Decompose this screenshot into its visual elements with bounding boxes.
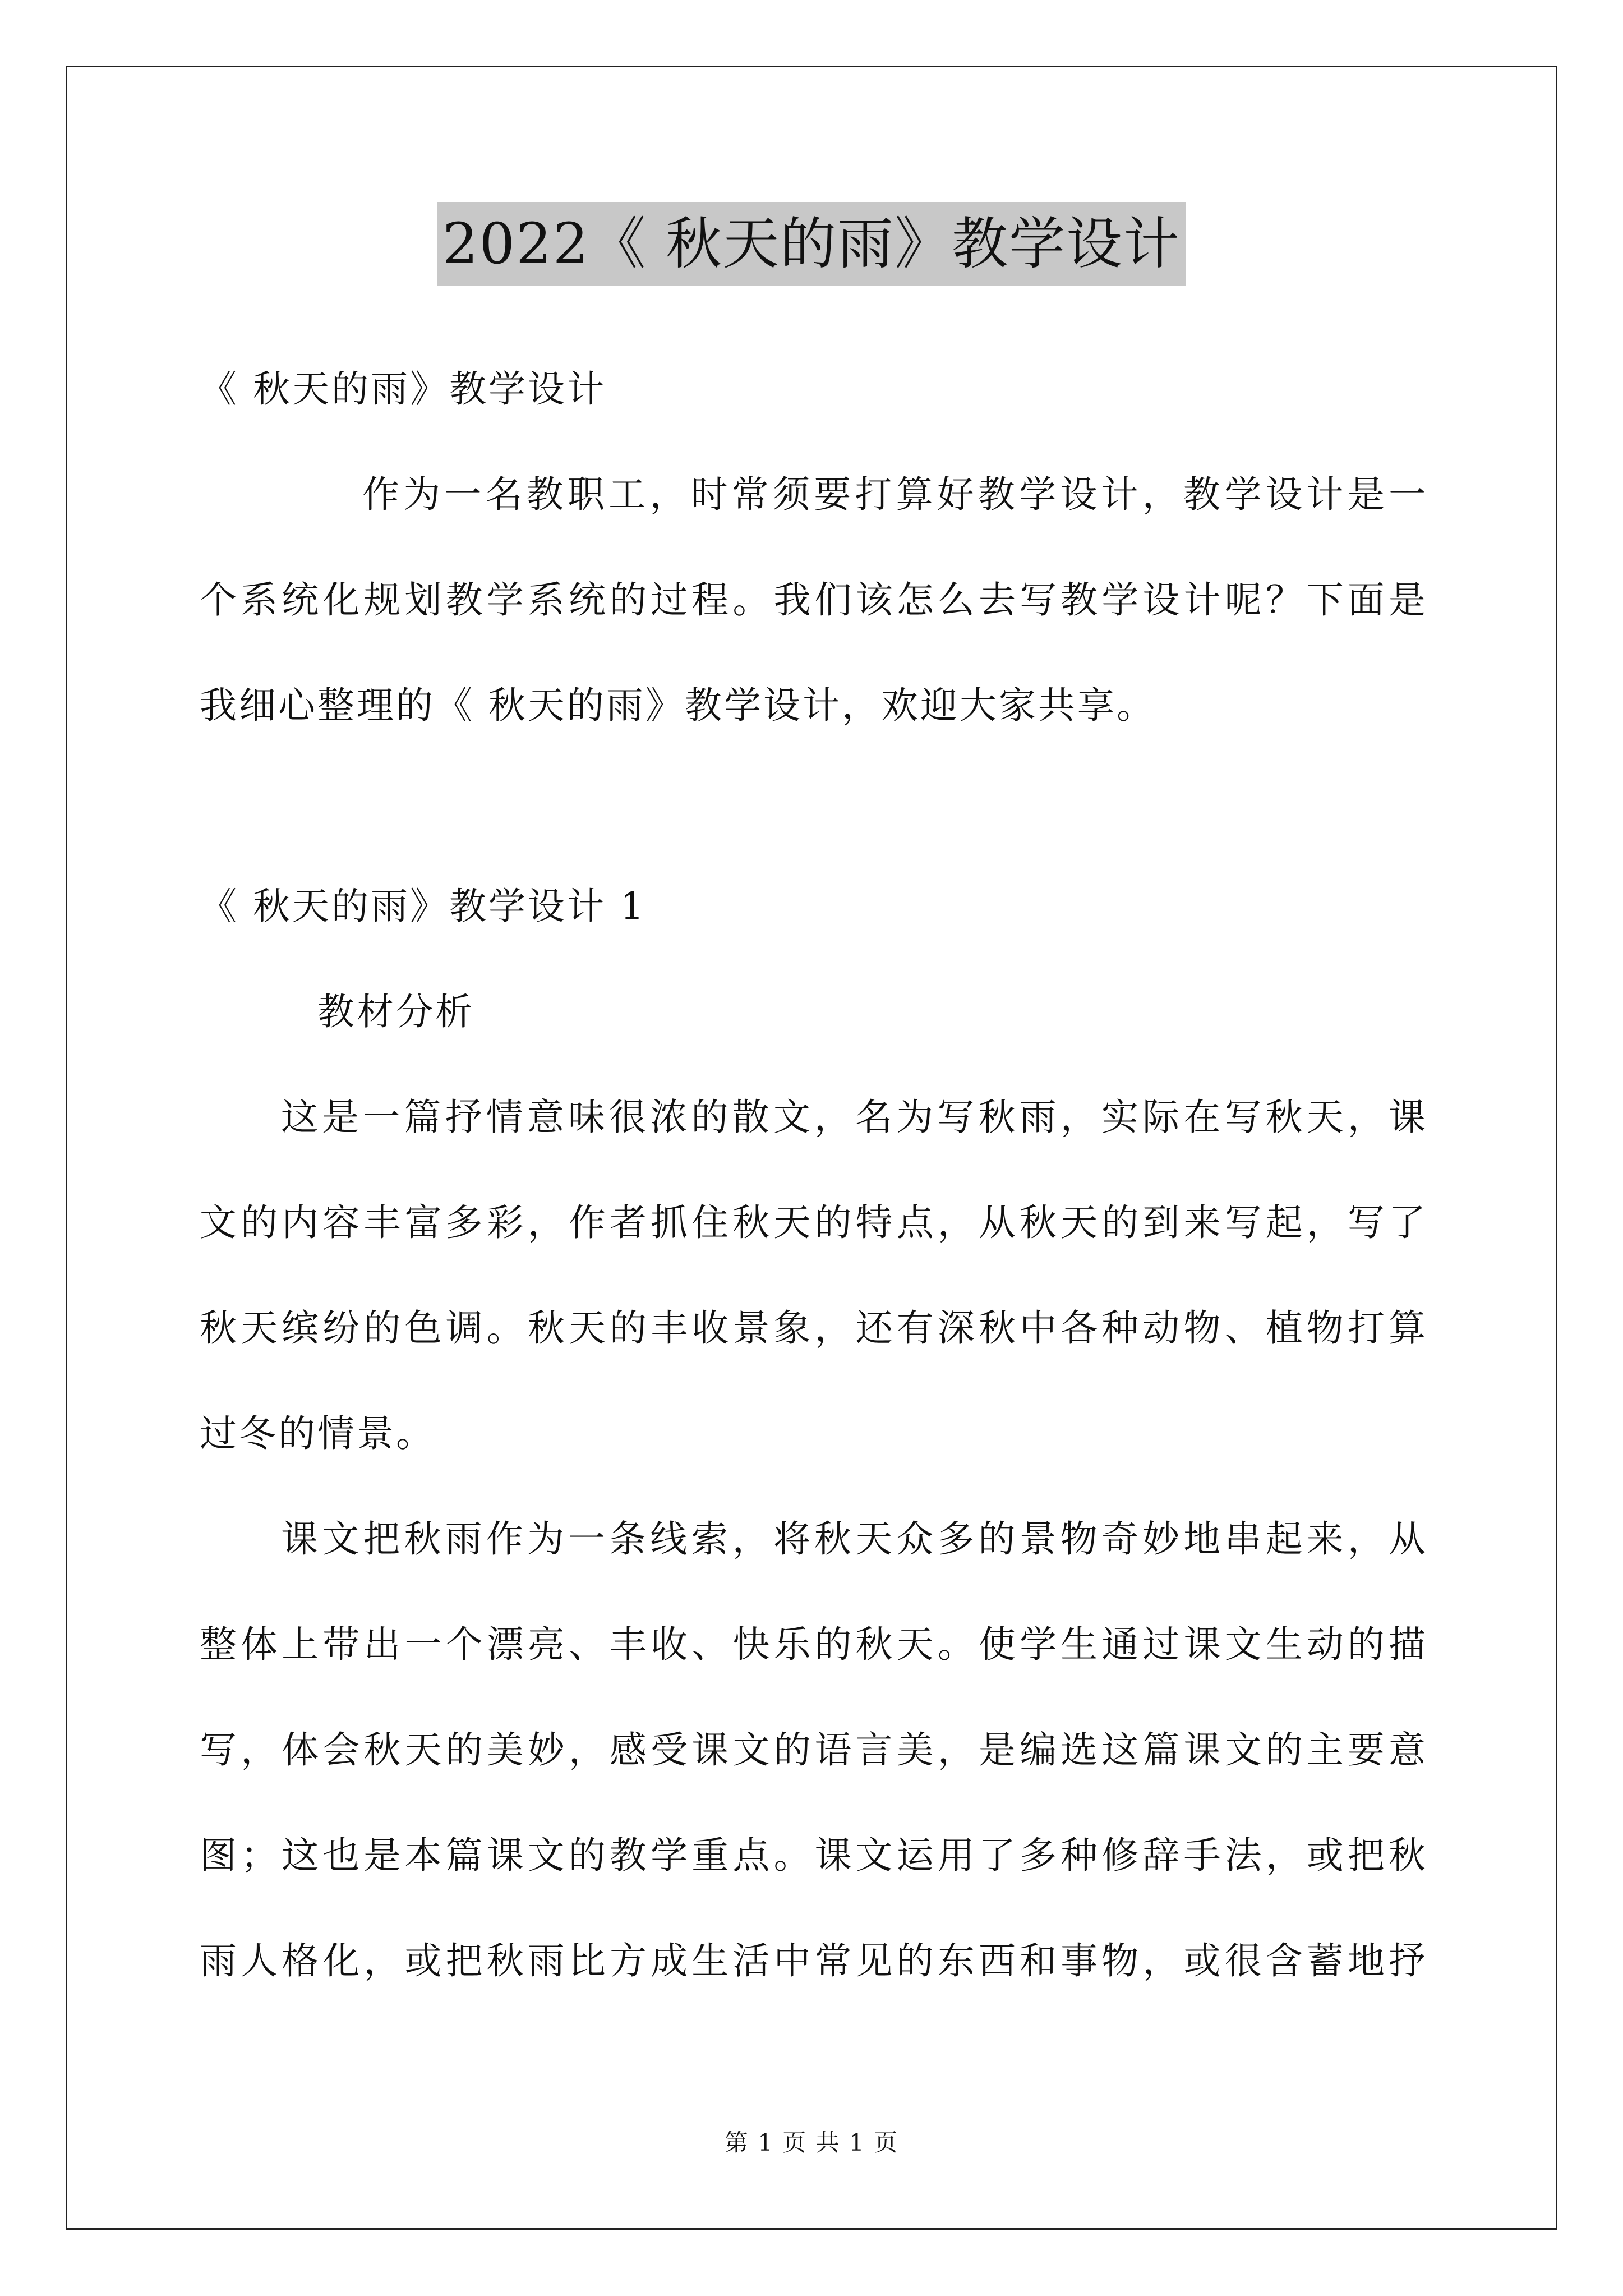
page-footer: 第 1 页 共 1 页: [724, 2129, 899, 2156]
paragraph-line: 这是一篇抒情意味很浓的散文，名为写秋雨，实际在写秋天，课: [281, 1096, 1428, 1139]
paragraph-line: 秋天缤纷的色调。秋天的丰收景象，还有深秋中各种动物、植物打算: [200, 1306, 1428, 1350]
intro-line: 我细心整理的《 秋天的雨》教学设计，欢迎大家共享。: [200, 684, 1156, 727]
intro-line: 作为一名教职工，时常须要打算好教学设计，教学设计是一: [362, 473, 1428, 516]
section-spacer: [200, 758, 1428, 854]
subsection-heading: 教材分析: [317, 990, 474, 1033]
paragraph-line: 课文把秋雨作为一条线索，将秋天众多的景物奇妙地串起来，从: [281, 1517, 1428, 1561]
document-subtitle: 《 秋天的雨》教学设计: [200, 367, 606, 411]
paragraph-line: 写，体会秋天的美妙，感受课文的语言美，是编选这篇课文的主要意: [200, 1728, 1428, 1772]
paragraph-line: 图；这也是本篇课文的教学重点。课文运用了多种修辞手法，或把秋: [200, 1834, 1428, 1877]
paragraph-line: 过冬的情景。: [200, 1412, 435, 1455]
intro-line: 个系统化规划教学系统的过程。我们该怎么去写教学设计呢？下面是: [200, 578, 1428, 622]
paragraph-line: 雨人格化，或把秋雨比方成生活中常见的东西和事物，或很含蓄地抒: [200, 1939, 1428, 1982]
document-title: 2022《 秋天的雨》教学设计: [437, 202, 1186, 286]
title-container: [0, 202, 1623, 286]
paragraph-line: 文的内容丰富多彩，作者抓住秋天的特点，从秋天的到来写起，写了: [200, 1201, 1428, 1244]
document-body: [200, 337, 1428, 2014]
section-heading: 《 秋天的雨》教学设计 1: [200, 885, 646, 928]
paragraph-line: 整体上带出一个漂亮、丰收、快乐的秋天。使学生通过课文生动的描: [200, 1623, 1428, 1666]
